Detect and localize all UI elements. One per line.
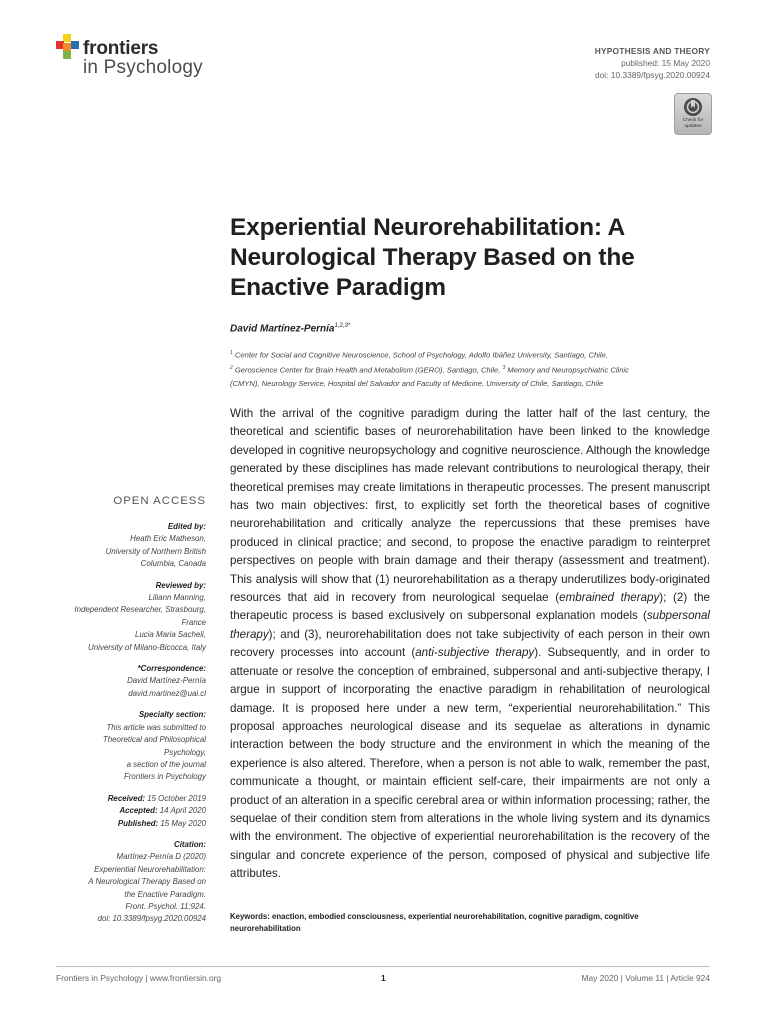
affiliation-line: (CMYN), Neurology Service, Hospital del Salvador and Faculty of Medicine, University of Chile, Santiago, Chile xyxy=(230,379,604,389)
affiliation-line: $^2$ Geroscience Center for Brain Health and Metabolism (GERO), Santiago, Chile, $^3$ Memory and Neuropsychiatric Clinic xyxy=(230,365,629,375)
received-date: Received: 15 October 2019 xyxy=(107,793,206,803)
published-date: published: 15 May 2020 xyxy=(621,58,710,68)
page-number: 1 xyxy=(381,973,386,983)
affiliation-line: $^1$ Center for Social and Cognitive Neuroscience, School of Psychology, Adolfo Ibáñez University, Santiago, Chile, xyxy=(230,350,608,360)
emphasis-embrained: embrained therapy xyxy=(559,591,660,605)
published-date-sidebar: Published: 15 May 2020 xyxy=(117,818,206,828)
article-meta xyxy=(595,45,710,81)
reviewed-by-section: Reviewed by: Liliann Manning, Independent Researcher, Strasbourg, France Lucia Maria Sacheli, University of Milano-Bicocca, Italy xyxy=(20,580,206,654)
author-name[interactable]: David Martínez-Pernía xyxy=(230,323,335,335)
footer-divider xyxy=(56,966,710,967)
author-line xyxy=(230,323,350,334)
frontiers-logo-icon xyxy=(56,34,82,60)
accepted-date: Accepted: 14 April 2020 xyxy=(119,806,206,816)
specialty-section: Specialty section: This article was submitted to Theoretical and Philosophical Psychology, a section of the journal Frontiers in Psychology xyxy=(102,710,206,782)
article-info-sidebar xyxy=(20,521,206,935)
bookmark-refresh-icon xyxy=(683,97,703,117)
edited-by-section: Edited by: Heath Eric Matheson, University of Northern British Columbia, Canada xyxy=(20,521,206,571)
emphasis-anti-subjective: anti-subjective therapy xyxy=(415,646,535,660)
article-title: Experiential Neurorehabilitation: A Neurological Therapy Based on the Enactive Paradigm xyxy=(230,214,635,301)
correspondence-email[interactable]: david.martinez@uai.cl xyxy=(128,688,206,698)
check-for-updates-label: Check for updates xyxy=(682,118,704,129)
author-affiliation-marks: 1,2,3* xyxy=(334,323,351,329)
citation-doi[interactable]: doi: 10.3389/fpsyg.2020.00924 xyxy=(97,914,206,924)
reviewer-name[interactable]: Lucia Maria Sacheli, xyxy=(134,630,206,640)
check-for-updates-badge[interactable] xyxy=(674,93,712,135)
editor-name[interactable]: Heath Eric Matheson, xyxy=(130,534,206,544)
logo-brand: frontiers xyxy=(83,38,159,59)
open-access-label: OPEN ACCESS xyxy=(113,495,206,507)
journal-logo xyxy=(56,32,206,82)
citation-section: Citation: Martínez-Pernía D (2020) Experiential Neurorehabilitation: A Neurological Therapy Based on the Enactive Paradigm. Front. Psychol. 11:924. doi: 10.3389/fpsyg.2020.00924 xyxy=(20,839,206,926)
affiliations xyxy=(230,347,710,391)
logo-journal-name: in Psychology xyxy=(83,57,203,78)
reviewer-name[interactable]: Liliann Manning, xyxy=(148,593,206,603)
correspondence-section: *Correspondence: David Martínez-Pernía david.martinez@uai.cl xyxy=(20,663,206,700)
emphasis-subpersonal: subpersonal therapy xyxy=(230,609,710,641)
footer-journal-link[interactable]: Frontiers in Psychology | www.frontiersin.org xyxy=(56,973,222,983)
footer-issue-info: May 2020 | Volume 11 | Article 924 xyxy=(581,973,710,983)
dates-section xyxy=(20,793,206,830)
keywords: Keywords: enaction, embodied consciousness, experiential neurorehabilitation, cognitive paradigm, cognitive neurorehabilitation xyxy=(230,912,639,933)
doi[interactable]: doi: 10.3389/fpsyg.2020.00924 xyxy=(594,70,710,80)
article-type: HYPOTHESIS AND THEORY xyxy=(594,46,710,56)
abstract: With the arrival of the cognitive paradigm during the latter half of the last century, the theoretical and scientific bases of neurorehabilitation have been linked to the knowledge developed in cognitive neuropsychology and cognitive neuroscience. Although the knowledge generated by these disciplines has made relevant contributions to neurological therapy, their theoretical premises may create limitations in therapeutic processes. The present manuscript has two main objectives: first, to explicitly set forth the theoretical bases of cognitive neurorehabilitation and critically analyze the repercussions that these premises have produced in clinical practice; and second, to propose the enactive paradigm to reinterpret perspectives on people with brain damage and their therapy (assessment and treatment). This analysis will show that (1) neurorehabilitation as a therapy underutilizes body-originated resources that aid in recovery from neurological sequelae (embrained therapy); (2) the therapeutic process is based exclusively on subpersonal explanation models (subpersonal therapy); and (3), neurorehabilitation does not take subjectivity of each person in their own recovery processes into account (anti-subjective therapy). Subsequently, and in order to attenuate or resolve the conception of embrained, subpersonal and anti-subjective therapy, I argue in support of incorporating the enactive paradigm in rehabilitation of neurological damage. It is proposed here under a new term, “experiential neurorehabilitation.” This proposal approaches neurological disease and its sequelae as alterations in dynamic interaction between the body structure and the environment in which the meaning of the experience is also altered. Therefore, when a person is not able to walk, remember the past, communicate a thought, or maintain efficient self-care, their impairments are not only a product of an alteration in a specific cerebral area or within information processing; rather, the sequelae of their condition stem from alterations in the whole living system and its dynamics with the environment. The objective of experiential neurorehabilitation is the recovery of the singular and concrete experience of the person, composed of physical and subjective life attributes. xyxy=(230,407,710,881)
